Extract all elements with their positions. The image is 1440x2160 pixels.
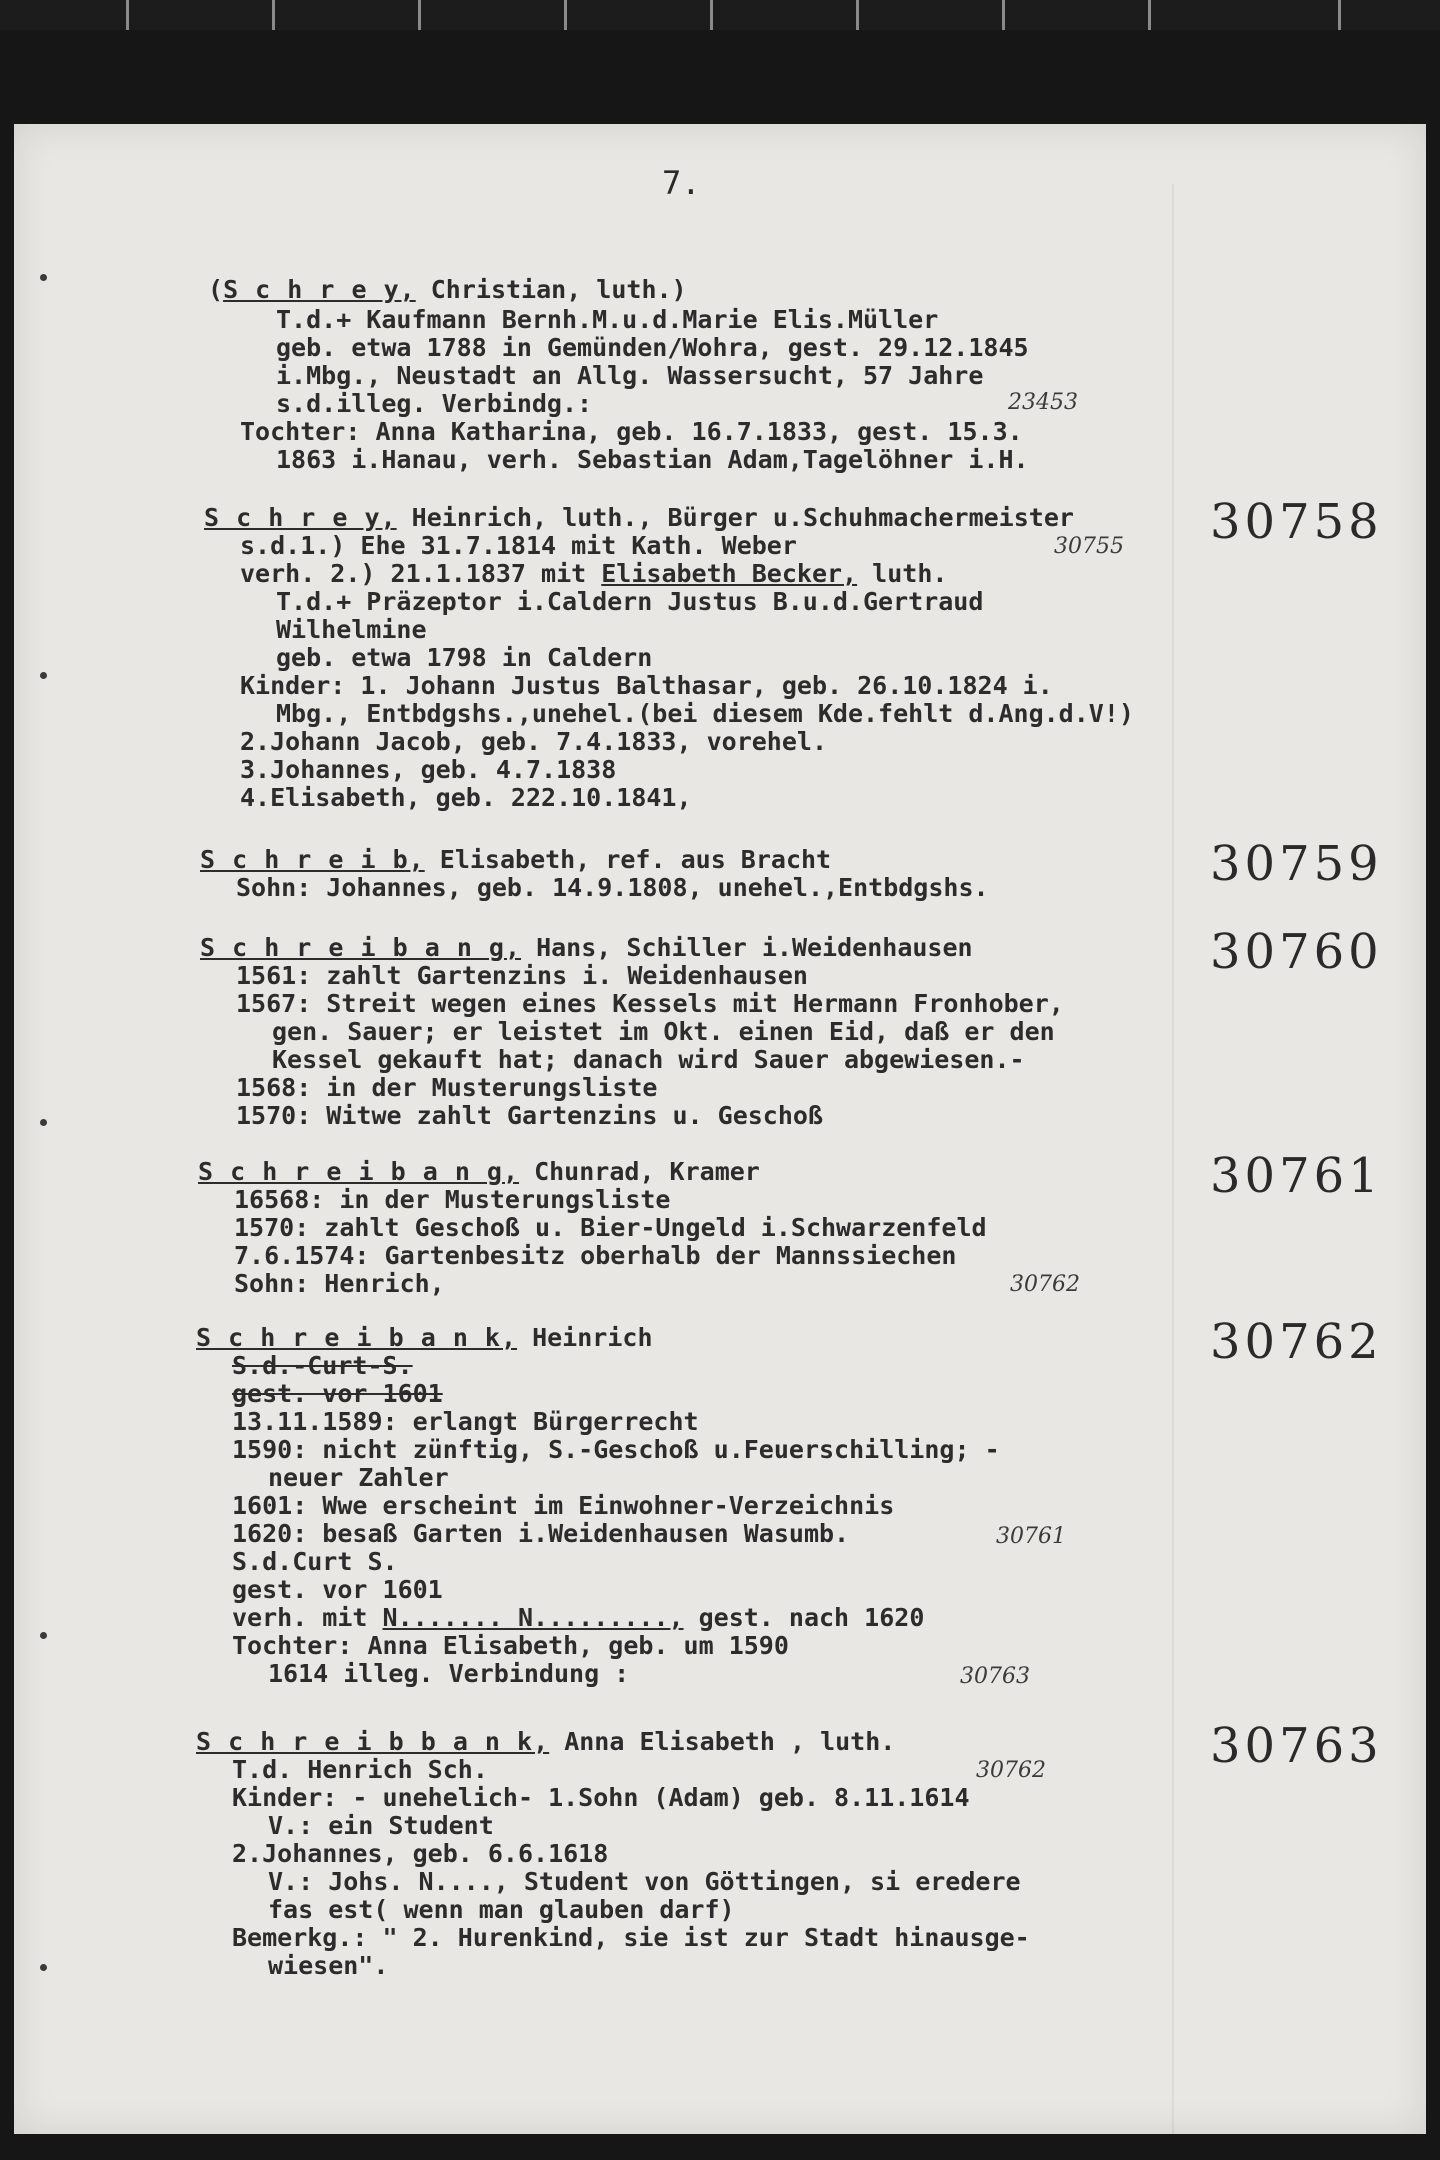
entry-line: 1567: Streit wegen eines Kessels mit Hermann Fronhober, (236, 989, 1064, 1018)
entry-line: 1614 illeg. Verbindung : (268, 1659, 630, 1688)
entry-line: T.d.+ Kaufmann Bernh.M.u.d.Marie Elis.Müller (276, 305, 939, 334)
entry-line: gen. Sauer; er leistet im Okt. einen Eid, daß er den (272, 1017, 1055, 1046)
film-tick (1002, 0, 1005, 30)
film-tick (418, 0, 421, 30)
entry-number: 30760 (1210, 924, 1383, 980)
entry-line: Kessel gekauft hat; danach wird Sauer abgewiesen.- (272, 1045, 1025, 1074)
entry-line: gest. vor 1601 (232, 1575, 443, 1604)
entry-line: 1570: zahlt Geschoß u. Bier-Ungeld i.Schwarzenfeld (234, 1213, 987, 1242)
film-top-strip (0, 0, 1440, 30)
entry-line: 2.Johannes, geb. 6.6.1618 (232, 1839, 609, 1868)
film-tick (564, 0, 567, 30)
entry-line: geb. etwa 1788 in Gemünden/Wohra, gest. 29.12.1845 (276, 333, 1029, 362)
film-tick (126, 0, 129, 30)
entry-line: Kinder: 1. Johann Justus Balthasar, geb. 26.10.1824 i. (240, 671, 1053, 700)
entry-line: s.d.illeg. Verbindg.: (276, 389, 593, 418)
entry-line: 1570: Witwe zahlt Gartenzins u. Geschoß (236, 1101, 823, 1130)
entry-number: 30763 (1210, 1718, 1383, 1774)
entry-first-line: S c h r e i b a n g, Hans, Schiller i.Weidenhausen (200, 933, 973, 962)
handwritten-note: 30761 (996, 1524, 1066, 1549)
entry-line: V.: Johs. N...., Student von Göttingen, si eredere (268, 1867, 1021, 1896)
entry-line: 4.Elisabeth, geb. 222.10.1841, (240, 783, 692, 812)
film-tick (1148, 0, 1151, 30)
entry-line: i.Mbg., Neustadt an Allg. Wassersucht, 57 Jahre (276, 361, 984, 390)
entry-first-line: (S c h r e y, Christian, luth.) (208, 275, 687, 304)
page-number: 7. (662, 164, 701, 202)
entry-line: 16568: in der Musterungsliste (234, 1185, 671, 1214)
punch-hole-icon (40, 274, 47, 281)
entry-first-line: S c h r e i b a n k, Heinrich (196, 1323, 653, 1352)
entry-line: 3.Johannes, geb. 4.7.1838 (240, 755, 617, 784)
entry-line: Sohn: Johannes, geb. 14.9.1808, unehel.,Entbdgshs. (236, 873, 989, 902)
punch-hole-icon (40, 672, 47, 679)
entry-line: 1590: nicht zünftig, S.-Geschoß u.Feuerschilling; - (232, 1435, 1000, 1464)
entry-line: 13.11.1589: erlangt Bürgerrecht (232, 1407, 699, 1436)
entry-surname: S c h r e i b a n g, (200, 933, 522, 962)
paper-fold-line (1172, 184, 1174, 2134)
punch-hole-icon (40, 1632, 47, 1639)
entry-line: 1601: Wwe erscheint im Einwohner-Verzeichnis (232, 1491, 895, 1520)
entry-line: 1568: in der Musterungsliste (236, 1073, 658, 1102)
entry-surname: S c h r e y, (204, 503, 397, 532)
entry-surname: S c h r e i b a n g, (198, 1157, 520, 1186)
entry-surname: S c h r e i b, (200, 845, 425, 874)
entry-first-line: S c h r e y, Heinrich, luth., Bürger u.Schuhmachermeister (204, 503, 1074, 532)
entry-number: 30758 (1210, 494, 1383, 550)
entry-first-line: S c h r e i b b a n k, Anna Elisabeth , luth. (196, 1727, 896, 1756)
film-tick (710, 0, 713, 30)
handwritten-note: 30762 (1010, 1272, 1080, 1297)
entry-line: verh. 2.) 21.1.1837 mit Elisabeth Becker, luth. (240, 559, 948, 588)
entry-line: s.d.1.) Ehe 31.7.1814 mit Kath. Weber (240, 531, 797, 560)
handwritten-note: 23453 (1008, 390, 1078, 415)
punch-hole-icon (40, 1964, 47, 1971)
entry-line: 7.6.1574: Gartenbesitz oberhalb der Mannssiechen (234, 1241, 957, 1270)
entry-line: Bemerkg.: " 2. Hurenkind, sie ist zur Stadt hinausge- (232, 1923, 1030, 1952)
film-tick (856, 0, 859, 30)
entry-number: 30759 (1210, 836, 1383, 892)
entry-line: 1863 i.Hanau, verh. Sebastian Adam,Tagelöhner i.H. (276, 445, 1029, 474)
entry-first-line: S c h r e i b a n g, Chunrad, Kramer (198, 1157, 760, 1186)
entry-line: V.: ein Student (268, 1811, 494, 1840)
handwritten-note: 30763 (960, 1664, 1030, 1689)
entry-line: Tochter: Anna Elisabeth, geb. um 1590 (232, 1631, 789, 1660)
entry-line: 2.Johann Jacob, geb. 7.4.1833, vorehel. (240, 727, 827, 756)
entry-line: Sohn: Henrich, (234, 1269, 445, 1298)
entry-line: 1620: besaß Garten i.Weidenhausen Wasumb. (232, 1519, 850, 1548)
entry-line: Tochter: Anna Katharina, geb. 16.7.1833, gest. 15.3. (240, 417, 1023, 446)
entry-line: fas est( wenn man glauben darf) (268, 1895, 735, 1924)
entry-surname: S c h r e i b b a n k, (196, 1727, 550, 1756)
entry-line: 1561: zahlt Gartenzins i. Weidenhausen (236, 961, 808, 990)
entry-line: S.d.Curt S. (232, 1547, 398, 1576)
entry-line: neuer Zahler (268, 1463, 449, 1492)
entry-line: Mbg., Entbdgshs.,unehel.(bei diesem Kde.fehlt d.Ang.d.V!) (276, 699, 1134, 728)
entry-line-struck: gest. vor 1601 (232, 1379, 443, 1408)
entry-line: verh. mit N....... N........., gest. nach 1620 (232, 1603, 925, 1632)
entry-number: 30761 (1210, 1148, 1383, 1204)
handwritten-note: 30762 (976, 1758, 1046, 1783)
entry-line: Kinder: - unehelich- 1.Sohn (Adam) geb. 8.11.1614 (232, 1783, 970, 1812)
index-card-page (14, 124, 1426, 2134)
film-tick (272, 0, 275, 30)
handwritten-note: 30755 (1054, 534, 1124, 559)
entry-number: 30762 (1210, 1314, 1383, 1370)
punch-hole-icon (40, 1119, 47, 1126)
film-tick (1338, 0, 1341, 30)
entry-surname: S c h r e y, (223, 275, 416, 304)
entry-line-struck: S.d.-Curt-S. (232, 1351, 413, 1380)
entry-line: wiesen". (268, 1951, 389, 1980)
entry-first-line: S c h r e i b, Elisabeth, ref. aus Bracht (200, 845, 832, 874)
entry-line: geb. etwa 1798 in Caldern (276, 643, 653, 672)
entry-surname: S c h r e i b a n k, (196, 1323, 518, 1352)
entry-line: Wilhelmine (276, 615, 427, 644)
entry-line: T.d. Henrich Sch. (232, 1755, 488, 1784)
entry-line: T.d.+ Präzeptor i.Caldern Justus B.u.d.Gertraud (276, 587, 984, 616)
